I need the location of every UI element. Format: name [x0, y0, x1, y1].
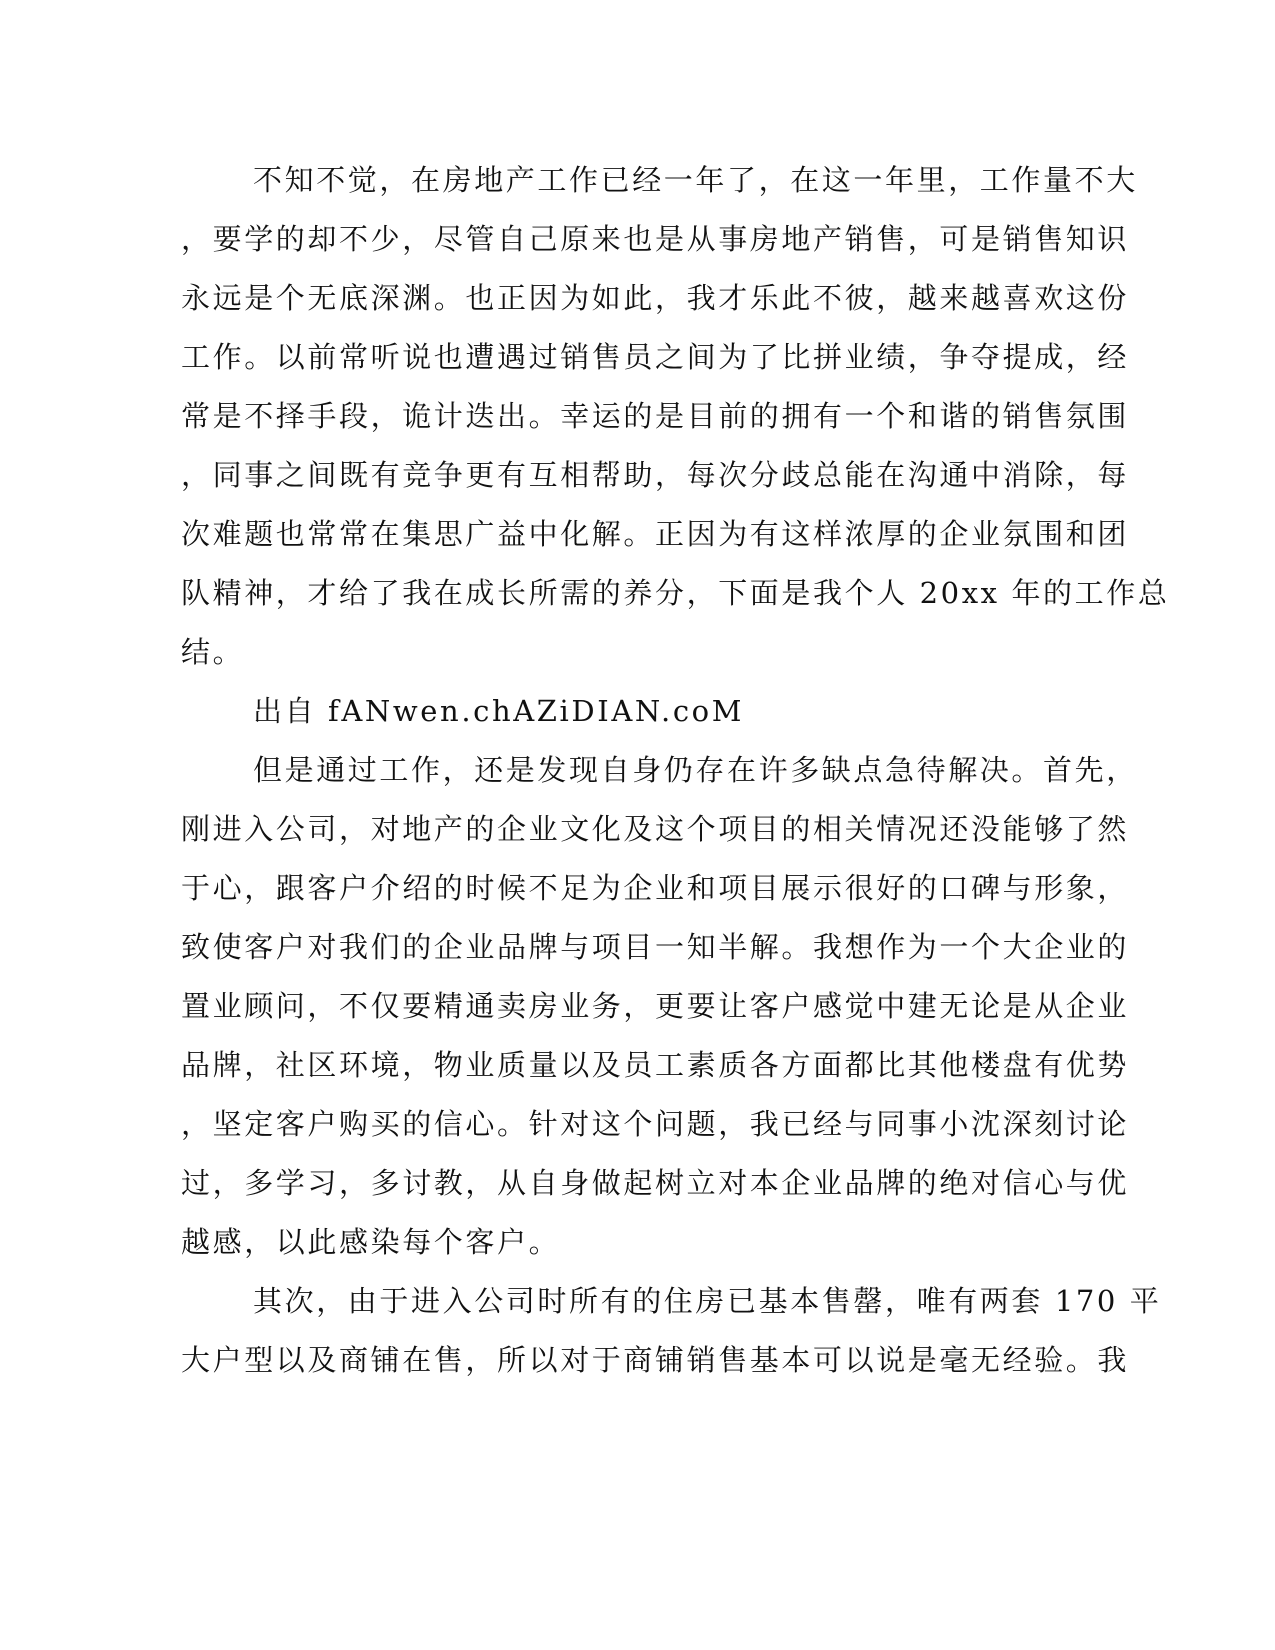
paragraph-2-line-2: 刚进入公司，对地产的企业文化及这个项目的相关情况还没能够了然	[181, 812, 1130, 846]
paragraph-1-line-4: 工作。以前常听说也遭遇过销售员之间为了比拼业绩，争夺提成，经	[181, 340, 1130, 374]
paragraph-1-line-3: 永远是个无底深渊。也正因为如此，我才乐此不彼，越来越喜欢这份	[181, 281, 1130, 315]
paragraph-2-line-1: 但是通过工作，还是发现自身仍存在许多缺点急待解决。首先，	[253, 753, 1138, 787]
paragraph-3-line-1: 其次，由于进入公司时所有的住房已基本售罄，唯有两套 170 平	[253, 1284, 1162, 1318]
paragraph-2-line-9: 越感，以此感染每个客户。	[181, 1225, 561, 1259]
source-line: 出自 fANwen.chAZiDIAN.coM	[253, 694, 745, 728]
paragraph-1-line-8: 队精神，才给了我在成长所需的养分，下面是我个人 20xx 年的工作总	[181, 576, 1170, 610]
paragraph-1-line-2: ，要学的却不少，尽管自己原来也是从事房地产销售，可是销售知识	[181, 222, 1130, 256]
paragraph-2-line-7: ，坚定客户购买的信心。针对这个问题，我已经与同事小沈深刻讨论	[181, 1107, 1130, 1141]
paragraph-2-line-5: 置业顾问，不仅要精通卖房业务，更要让客户感觉中建无论是从企业	[181, 989, 1130, 1023]
paragraph-1-line-6: ，同事之间既有竞争更有互相帮助，每次分歧总能在沟通中消除，每	[181, 458, 1130, 492]
paragraph-1-line-1: 不知不觉，在房地产工作已经一年了，在这一年里，工作量不大	[253, 163, 1138, 197]
paragraph-2-line-4: 致使客户对我们的企业品牌与项目一知半解。我想作为一个大企业的	[181, 930, 1130, 964]
paragraph-2-line-6: 品牌，社区环境，物业质量以及员工素质各方面都比其他楼盘有优势	[181, 1048, 1130, 1082]
paragraph-1-line-5: 常是不择手段，诡计迭出。幸运的是目前的拥有一个和谐的销售氛围	[181, 399, 1130, 433]
paragraph-1-line-9: 结。	[181, 635, 245, 669]
paragraph-2-line-3: 于心，跟客户介绍的时候不足为企业和项目展示很好的口碑与形象，	[181, 871, 1130, 905]
paragraph-1-line-7: 次难题也常常在集思广益中化解。正因为有这样浓厚的企业氛围和团	[181, 517, 1130, 551]
paragraph-2-line-8: 过，多学习，多讨教，从自身做起树立对本企业品牌的绝对信心与优	[181, 1166, 1130, 1200]
paragraph-3-line-2: 大户型以及商铺在售，所以对于商铺销售基本可以说是毫无经验。我	[181, 1343, 1130, 1377]
